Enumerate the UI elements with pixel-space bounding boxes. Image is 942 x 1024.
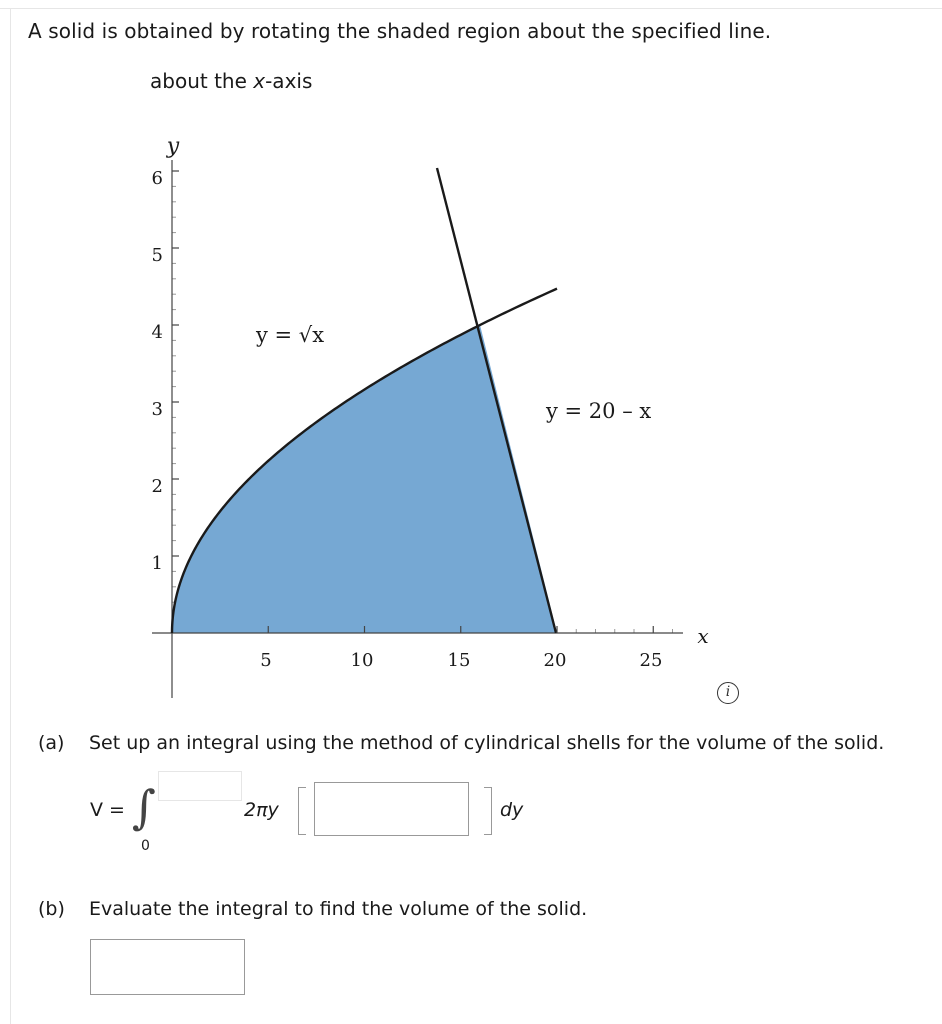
y-tick-label: 1 xyxy=(151,553,163,574)
differential: dy xyxy=(500,799,524,821)
x-tick-label: 5 xyxy=(260,650,272,671)
part-b-question xyxy=(38,898,587,920)
x-tick-label: 25 xyxy=(639,650,663,671)
x-axis-label: x xyxy=(697,624,709,648)
curve2-label: y = 20 – x xyxy=(546,399,652,423)
shaded-region xyxy=(172,325,557,633)
part-b-text: Evaluate the integral to find the volume of the solid. xyxy=(89,898,588,920)
integrand-input[interactable] xyxy=(314,782,469,836)
y-tick-label: 3 xyxy=(151,399,163,420)
volume-answer-input[interactable] xyxy=(90,939,245,995)
shell-factor: 2πy xyxy=(244,799,279,821)
upper-limit-input[interactable] xyxy=(158,771,242,801)
right-bracket xyxy=(484,787,492,835)
info-icon[interactable]: i xyxy=(717,682,739,704)
rotation-axis-text: about the x-axis xyxy=(150,69,313,93)
x-tick-label: 20 xyxy=(543,650,567,671)
left-bracket xyxy=(298,787,306,835)
volume-label: V = xyxy=(90,799,125,821)
x-tick-label: 15 xyxy=(447,650,471,671)
problem-prompt: A solid is obtained by rotating the shaded region about the specified line. xyxy=(28,19,772,43)
part-a-label: (a) xyxy=(38,732,65,754)
part-b-label: (b) xyxy=(38,898,65,920)
curve1-label: y = √x xyxy=(256,323,325,347)
y-tick-label: 6 xyxy=(151,168,163,189)
y-tick-label: 4 xyxy=(151,322,163,343)
part-a-text: Set up an integral using the method of cylindrical shells for the volume of the solid. xyxy=(89,732,885,754)
y-axis-label: y xyxy=(166,134,180,159)
x-tick-label: 10 xyxy=(350,650,374,671)
part-a-question xyxy=(38,732,884,754)
y-tick-label: 2 xyxy=(151,476,163,497)
lower-limit: 0 xyxy=(141,838,150,854)
y-tick-label: 5 xyxy=(151,245,163,266)
integral-sign: ∫ xyxy=(132,780,156,834)
